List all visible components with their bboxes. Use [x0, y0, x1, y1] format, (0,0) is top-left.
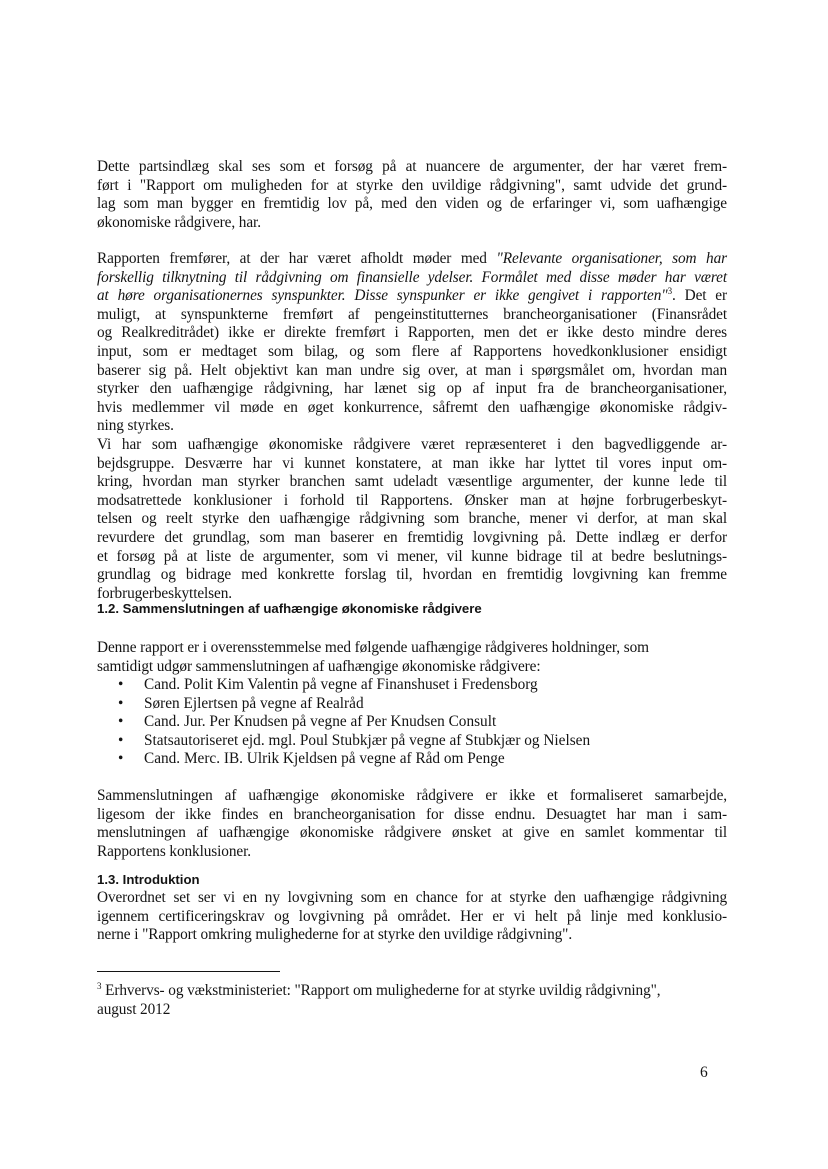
list-item [118, 713, 590, 732]
footnote-text: Erhvervs- og vækstministeriet: "Rapport om mulighederne for at styrke uvildig rådgivning", [101, 982, 661, 999]
footnote-separator [97, 971, 280, 972]
paragraph-working-group [97, 436, 727, 603]
text-line [97, 269, 727, 288]
text-line: forbrugerbeskyttelsen. [97, 584, 233, 602]
text-line: samtidigt udgør sammenslutningen af uafhængige økonomiske rådgivere: [97, 657, 541, 675]
text-line: august 2012 [97, 1000, 171, 1018]
text-line: og Realkreditrådet) ikke er direkte fremført i Rapporten, men det er ikke desto mindre deres [97, 324, 727, 342]
paragraph-report-critique [97, 250, 727, 436]
list-item [118, 750, 590, 769]
text-line: Rapportens konklusioner. [97, 842, 251, 860]
text-line: telsen og reelt styrke den uafhængige rådgivning som branche, mener vi derfor, at man skal [97, 510, 727, 528]
text-line: Denne rapport er i overensstemmelse med følgende uafhængige rådgiveres holdninger, som [97, 639, 649, 656]
bullet-icon: • [118, 713, 124, 731]
text-line: kring, hvordan man styrker branchen samt udeladt væsentlige argumenter, der kunne lede til [97, 473, 727, 491]
text-segment: . Det er [672, 287, 727, 305]
section-heading-1-2: 1.2. Sammenslutningen af uafhængige økonomiske rådgivere [97, 601, 482, 616]
section-heading-1-3: 1.3. Introduktion [97, 872, 200, 887]
text-line: muligt, at synspunkterne fremført af pengeinstitutternes brancheorganisationer (Finansrådet [97, 305, 727, 323]
text-line: Dette partsindlæg skal ses som et forsøg på at nuancere de argumenter, der har været frem- [97, 158, 727, 175]
list-item [118, 676, 590, 695]
text-line: Vi har som uafhængige økonomiske rådgivere været repræsenteret i den bagvedliggende ar- [97, 436, 727, 453]
quote-text: "Relevante organisationer, som har [496, 250, 727, 267]
page-number: 6 [700, 1064, 708, 1081]
footnote [97, 982, 727, 1019]
paragraph-introduction [97, 889, 727, 945]
footnote-reference: 3 [667, 286, 673, 297]
text-line [97, 287, 727, 306]
text-line: ført i "Rapport om muligheden for at styrke den uvildige rådgivning", samt udvide det grund- [97, 176, 727, 194]
text-line: et forsøg på at liste de argumenter, som vi mener, vil kunne bidrage til at bedre beslutnings- [97, 547, 727, 565]
bullet-icon: • [118, 750, 124, 768]
paragraph-association [97, 787, 727, 861]
member-name: Cand. Jur. Per Knudsen på vegne af Per Knudsen Consult [144, 713, 497, 731]
text-line: baserer sig på. Helt objektivt kan man undre sig over, at man i spørgsmålet om, hvordan man [97, 361, 727, 379]
text-line: lag som man bygger en fremtidig lov på, med den viden og de erfaringer vi, som uafhængige [97, 195, 727, 213]
text-line: hvis medlemmer vil møde en øget konkurrence, såfremt den uafhængige økonomiske rådgiv- [97, 398, 727, 416]
quote-text: forskellig tilknytning til rådgivning om finansielle ydelser. Formålet med disse møder har været [97, 268, 727, 286]
text-line: modsatrettede konklusioner i forhold til Rapportens. Ønsker man at højne forbrugerbeskyt- [97, 491, 727, 509]
paragraph-members-intro [97, 639, 727, 676]
text-line: grundlag og bidrage med konkrette forslag til, hvordan en fremtidig lovgivning kan fremme [97, 566, 727, 584]
text-line [97, 982, 727, 1001]
paragraph-intro [97, 158, 727, 232]
text-line: økonomiske rådgivere, har. [97, 213, 261, 231]
footnote-marker: 3 [97, 981, 102, 991]
text-line: revurdere det grundlag, som man baserer en fremtidig lovgivning på. Dette indlæg er derfor [97, 528, 727, 546]
member-name: Cand. Polit Kim Valentin på vegne af Finanshuset i Fredensborg [144, 676, 538, 693]
text-line: bejdsgruppe. Desværre har vi kunnet konstatere, at man ikke har lyttet til vores input om- [97, 454, 727, 472]
members-list [118, 676, 590, 769]
text-line: ligesom der ikke findes en brancheorganisation for disse endnu. Desuagtet har man i sam- [97, 805, 727, 823]
text-line: Sammenslutningen af uafhængige økonomiske rådgivere er ikke et formaliseret samarbejde, [97, 787, 727, 804]
text-line: ning styrkes. [97, 417, 174, 435]
member-name: Statsautoriseret ejd. mgl. Poul Stubkjær på vegne af Stubkjær og Nielsen [144, 731, 591, 749]
text-line: igennem certificeringskrav og lovgivning på området. Her er vi helt på linje med konklusio- [97, 907, 727, 925]
bullet-icon: • [118, 676, 124, 693]
text-segment: Rapporten fremfører, at der har været afholdt møder med [97, 250, 497, 267]
text-line: input, som er medtaget som bilag, og som flere af Rapportens hovedkonklusioner ensidigt [97, 342, 727, 360]
list-item [118, 695, 590, 714]
text-line: Overordnet set ser vi en ny lovgivning som en chance for at styrke den uafhængige rådgivning [97, 889, 727, 906]
member-name: Cand. Merc. IB. Ulrik Kjeldsen på vegne af Råd om Penge [144, 750, 505, 768]
list-item [118, 732, 590, 751]
text-line [97, 250, 727, 269]
bullet-icon: • [118, 731, 124, 749]
text-line: menslutningen af uafhængige økonomiske rådgivere ønsket at give en samlet kommentar til [97, 824, 727, 842]
bullet-icon: • [118, 694, 124, 712]
member-name: Søren Ejlertsen på vegne af Realråd [144, 694, 364, 712]
text-line: styrker den uafhængige rådgivning, har lænet sig op af input fra de brancheorganisationer, [97, 380, 727, 398]
quote-text: at høre organisationernes synspunkter. Disse synspunker er ikke gengivet i rapporten" [97, 287, 668, 305]
text-line: nerne i "Rapport omkring mulighederne for at styrke den uvildige rådgivning". [97, 926, 573, 944]
